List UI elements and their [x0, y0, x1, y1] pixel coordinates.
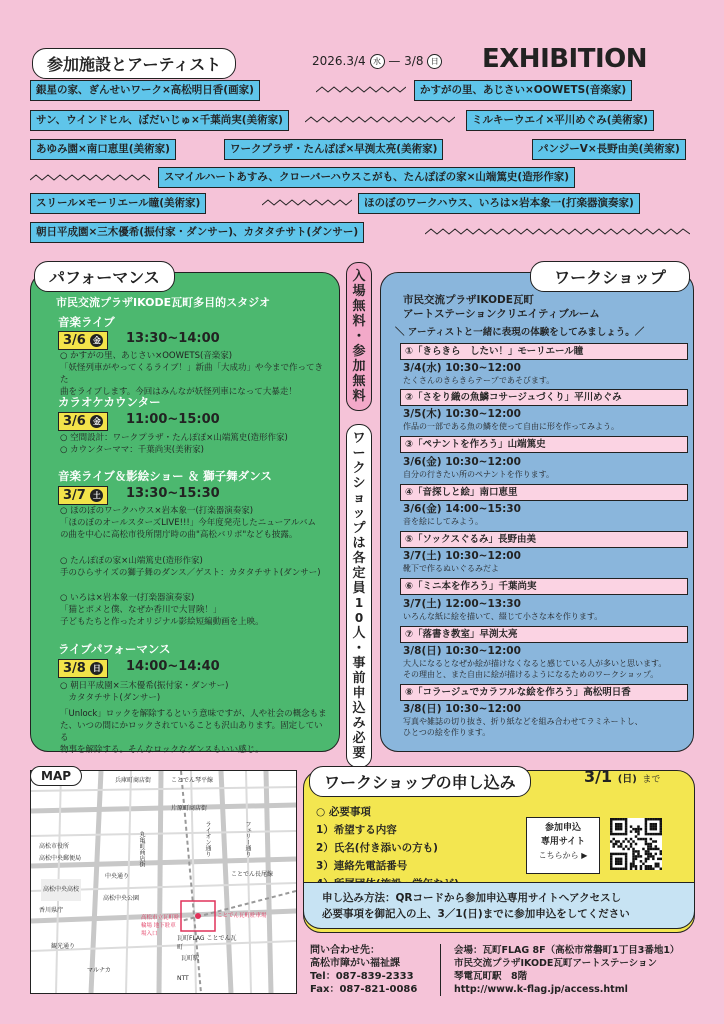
workshop-item-title: ④「音探しと絵」南口恵里: [400, 484, 688, 501]
contact-info: 問い合わせ先： 高松市障がい福祉課 Tel：087-839-2333 Fax：087-821-0086: [310, 945, 418, 995]
map-label: MAP: [30, 766, 82, 786]
event-name: 音楽ライブ＆影絵ショー ＆ 獅子舞ダンス: [58, 469, 272, 483]
event-date: 3/6 金: [58, 331, 108, 350]
event-time: 13:30~14:00: [126, 331, 220, 346]
workshop-item-title: ①「きらきら したい！」モーリエール瞳: [400, 343, 688, 360]
map-station-label: 瓦町FLAG ことでん瓦町: [177, 935, 237, 951]
workshop-item-desc: 写真や雑誌の切り抜き、折り紙などを組み合わせてラミネートし、 ひとつの絵を作ります。: [403, 717, 643, 737]
workshop-item-desc: 自分の行きたい所のペナントを作ります。: [403, 470, 554, 479]
map-street-label: 中央通り: [105, 873, 130, 880]
workshop-item-desc: たくさんのきらきらテープであそびます。: [403, 376, 555, 385]
event-name: ライブパフォーマンス: [58, 642, 171, 656]
map-street-label: ライオン通り: [204, 821, 211, 857]
deadline-date: 3/1: [584, 767, 613, 786]
event-desc: ○ たんぽぽの家×山端篤史(造形作家) 手のひらサイズの獅子舞のダンス／ゲスト：カタタチサト(ダンサー): [60, 556, 321, 578]
contact-divider: [440, 944, 441, 996]
event-desc: ○ かすがの里、あじさい×OOWETS(音楽家) 「妖怪列車がやってくるライブ！」新曲「大成功」や今まで作ってきた 曲をライブします。今回はみんなが妖怪列車になって大暴走！: [60, 351, 323, 397]
application-requirements: ○ 必要事項 1）希望する内容 2）氏名(付き添いの方も) 3）連絡先電話番号: [316, 806, 438, 872]
workshop-item-desc: 作品の一部である魚の鱗を使って自由に形を作ってみよう。: [403, 422, 619, 431]
access-map: [30, 770, 297, 994]
workshop-item-desc: いろんな紙に絵を描いて、綴じて小さな本を作ります。: [403, 612, 603, 621]
artist-tag: 朝日平成園×三木優希(振付家・ダンサー)、カタタチサト(ダンサー): [30, 222, 364, 243]
map-street-label: 丸亀町商店街: [138, 831, 145, 867]
zigzag-decoration: [30, 174, 150, 182]
section-title-application: ワークショップの申し込み: [309, 766, 531, 797]
workshop-item-time: 3/4(水) 10:30~12:00: [403, 362, 521, 374]
free-admission-badge: 入 場 無 料 ・ 参 加 無 料: [346, 262, 372, 411]
workshop-item-desc: 大人になるとなぜか絵が描けなくなると感じている人が多いと思います。 その理由と、また自由に絵が描けるようになるためのワークショップ。: [403, 659, 667, 679]
section-title-performance: パフォーマンス: [34, 261, 175, 292]
workshop-item-time: 3/7(土) 12:00~13:30: [403, 598, 521, 610]
exhibition-title: EXHIBITION: [482, 44, 648, 74]
date-dash: —: [388, 54, 401, 68]
map-street-label: 高松市役所: [39, 843, 70, 850]
map-street-label: 瓦町駅: [181, 955, 200, 962]
workshop-item-desc: 靴下で作るぬいぐるみだよ: [403, 564, 499, 573]
zigzag-decoration: [316, 86, 406, 94]
event-time: 14:00~14:40: [126, 659, 220, 674]
reservation-note-badge: ワ ー ク シ ョ ッ プ は 各 定 員 1 0 人 ・ 事 前 申 込 み 必 要: [346, 424, 372, 768]
artist-tag: ワークプラザ・たんぽぽ×早渕太亮(美術家): [224, 139, 443, 160]
artist-tag: 銀星の家、ぎんせいワーク×高松明日香(画家): [30, 80, 260, 101]
performance-venue: 市民交流プラザIKODE瓦町多目的スタジオ: [56, 296, 271, 309]
workshop-item-desc: 音を絵にしてみよう。: [403, 517, 483, 526]
event-time: 11:00~15:00: [126, 412, 220, 427]
workshop-item-time: 3/5(木) 10:30~12:00: [403, 408, 521, 420]
venue-url[interactable]: http://www.k-flag.jp/access.html: [454, 984, 628, 995]
date-end: 3/8: [404, 54, 424, 68]
event-dow: 金: [90, 334, 103, 347]
qr-code[interactable]: [610, 818, 662, 870]
workshop-intro: ＼ アーティストと一緒に表現の体験をしてみましょう。／: [395, 327, 645, 338]
map-street-label: ことでん瓦町駐車場: [217, 913, 267, 919]
workshop-item-time: 3/6(金) 14:00~15:30: [403, 503, 521, 515]
map-street-label: ことでん琴平線: [171, 777, 214, 784]
deadline-dow: (日): [617, 774, 637, 785]
exhibition-dates: [312, 54, 442, 69]
application-site-button[interactable]: 参加申込 専用サイト こちらから ▶: [526, 817, 600, 874]
event-date: 3/7 土: [58, 486, 108, 505]
artist-tag: ミルキーウエイ×平川めぐみ(美術家): [466, 110, 654, 131]
map-street-label: 高松中央公園: [103, 895, 140, 902]
event-dow: 金: [90, 415, 103, 428]
map-street-label: ことでん長尾線: [231, 871, 274, 878]
map-street-label: 片原町商店街: [171, 805, 208, 812]
dow-end: 日: [427, 54, 442, 69]
event-date: 3/8 日: [58, 659, 108, 678]
event-name: 音楽ライブ: [58, 315, 115, 329]
event-date: 3/6 金: [58, 412, 108, 431]
section-title-facilities: 参加施設とアーティスト: [32, 48, 236, 79]
map-street-label: 香川県庁: [39, 907, 64, 914]
zigzag-decoration: [425, 228, 690, 236]
map-street-label: 高松市立瓦町駐輪場 地下駐車場入口: [141, 915, 180, 937]
workshop-item-title: ②「さをり織の魚鱗コサージュづくり」平川めぐみ: [400, 389, 688, 406]
date-start: 2026.3/4: [312, 54, 366, 68]
event-desc: ○ ほのぼのワークハウス×岩本象一(打楽器演奏家) 「ほのぼのオールスターズLIVE!!!」今年度発売したニューアルバム の曲を中心に高松市役所閉庁時の曲"高松バリポ"なども披露。: [60, 506, 316, 540]
workshop-item-time: 3/8(日) 10:30~12:00: [403, 645, 521, 657]
event-time: 13:30~15:30: [126, 486, 220, 501]
artist-tag: かすがの里、あじさい×OOWETS(音楽家): [414, 80, 632, 101]
event-desc: ○ 空間設計：ワークプラザ・たんぽぽ×山端篤史(造形作家) ○ カウンターママ：千葉尚実(美術家): [60, 433, 288, 455]
zigzag-decoration: [262, 199, 352, 207]
application-method: 申し込み方法：QRコードから参加申込専用サイトへアクセスし 必要事項を御記入の上、3／1(日)までに参加申込をしてください: [303, 882, 695, 929]
dow-start: 水: [370, 54, 385, 69]
event-desc: ○ いろは×岩本象一(打楽器演奏家) 「猫とポメと僕、なぜか香川で大冒険！」 子どもたちと作ったオリジナル影絵短編動画を上映。: [60, 593, 264, 627]
workshop-item-title: ⑥「ミニ本を作ろう」千葉尚実: [400, 578, 688, 595]
event-dow: 土: [90, 489, 103, 502]
map-street-label: 観光通り: [51, 943, 76, 950]
workshop-item-title: ⑤「ソックスぐるみ」長野由美: [400, 531, 688, 548]
artist-tag: スマイルハートあすみ、クローバーハウスこがも、たんぽぽの家×山端篤史(造形作家): [158, 167, 575, 188]
map-street-label: フェリー通り: [244, 821, 251, 857]
play-icon: ▶: [581, 851, 588, 860]
map-street-label: マルナカ: [87, 967, 111, 974]
artist-tag: サン、ウインドヒル、ぼだいじゅ×千葉尚実(美術家): [30, 110, 289, 131]
workshop-venue: 市民交流プラザIKODE瓦町 アートステーションクリエイティブルーム: [403, 294, 600, 320]
map-street-label: 高松中央高校: [43, 886, 80, 893]
map-street-label: 兵庫町商店街: [115, 777, 152, 784]
map-street-label: NTT: [177, 975, 189, 982]
event-name: カラオケカウンター: [58, 395, 161, 409]
workshop-item-time: 3/8(日) 10:30~12:00: [403, 703, 521, 715]
workshop-item-time: 3/6(金) 10:30~12:00: [403, 456, 521, 468]
artist-tag: ほのぼのワークハウス、いろは×岩本象一(打楽器演奏家): [358, 193, 640, 214]
workshop-item-time: 3/7(土) 10:30~12:00: [403, 550, 521, 562]
workshop-item-title: ⑦「落書き教室」早渕太亮: [400, 626, 688, 643]
event-desc: 「Unlock」ロックを解除するという意味ですが、人や社会の概念もま た、いつの間にかロックされていることも沢山あります。固定している 物事を解除する。そんなロックなダンスもいい感じ。: [60, 709, 327, 755]
artist-tag: あゆみ園×南口恵里(美術家): [30, 139, 176, 160]
map-streets: [31, 771, 296, 993]
application-deadline: [584, 767, 660, 786]
venue-info: 会場：瓦町FLAG 8F（高松市常磐町1丁目3番地1） 市民交流プラザIKODE瓦町アートステーション 琴電瓦町駅 8階 http://www.k-flag.jp/access.html: [454, 945, 680, 995]
artist-tag: パンジーV×長野由美(美術家): [532, 139, 686, 160]
map-street-label: 高松中央郵便局: [39, 855, 82, 862]
zigzag-decoration: [305, 116, 455, 124]
section-title-workshop: ワークショップ: [530, 261, 690, 292]
deadline-suffix: まで: [642, 775, 661, 785]
artist-tag: スリール×モーリエール瞳(美術家): [30, 193, 206, 214]
event-dow: 日: [90, 662, 103, 675]
event-desc: ○ 朝日平成園×三木優希(振付家・ダンサー) カタタチサト(ダンサー): [60, 681, 229, 703]
workshop-item-title: ⑧「コラージュでカラフルな絵を作ろう」高松明日香: [400, 684, 688, 701]
workshop-item-title: ③「ペナントを作ろう」山端篤史: [400, 436, 688, 453]
